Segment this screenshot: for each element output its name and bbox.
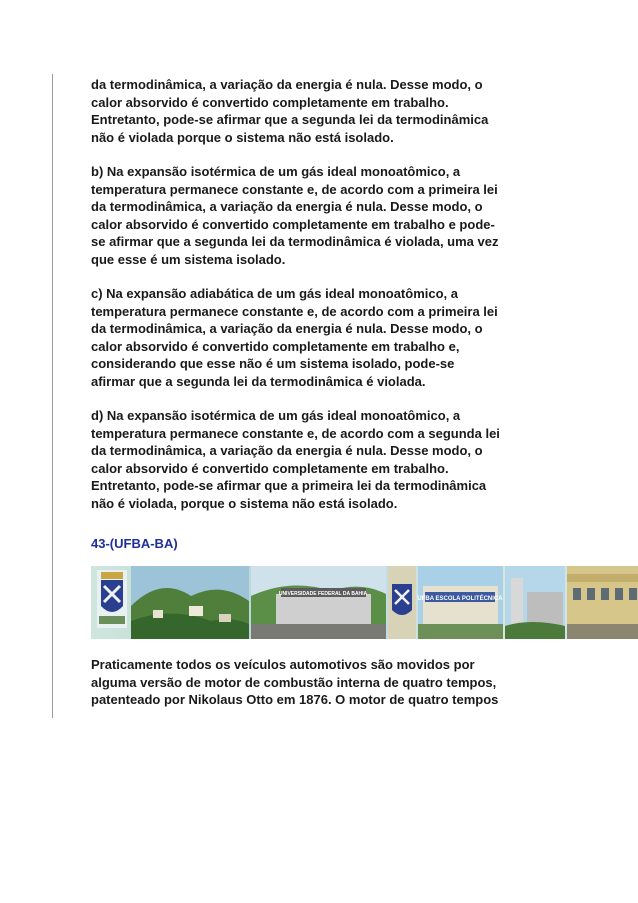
- university-sign-text: UNIVERSIDADE FEDERAL DA BAHIA: [278, 591, 368, 597]
- campus-hills-photo: [131, 566, 249, 639]
- yellow-building-photo: [567, 566, 638, 639]
- paragraph-option-b: b) Na expansão isotérmica de um gás ideal monoatômico, a temperatura permanece constante e, de acordo com a primeira lei da termodinâmica, a variação da energia é nula. Desse modo, o calor absorvido é convertido completamente em trabalho e pode- se afirmar que a segunda lei da termodinâmica é violada, uma vez que esse é um sistema isolado.: [91, 164, 499, 267]
- closing-paragraph: Praticamente todos os veículos automotivos são movidos por alguma versão de motor de combustão interna de quatro tempos, patenteado por Nikolaus Otto em 1876. O motor de quatro tempos: [91, 657, 499, 707]
- paragraph-option-c: c) Na expansão adiabática de um gás ideal monoatômico, a temperatura permanece constante e, de acordo com a primeira lei da termodinâmica, a variação da energia é nula. Desse modo, o calor absorvido é convertido completamente em trabalho e, considerando que esse não é um sistema isolado, pode-se afirmar que a segunda lei da termodinâmica é violada.: [91, 286, 498, 389]
- university-gate-photo: [251, 566, 386, 639]
- answer-options: [91, 76, 561, 529]
- building-sign-text: UFBA ESCOLA POLITÉCNICA: [417, 596, 503, 602]
- question-heading: 43-(UFBA-BA): [91, 536, 178, 551]
- building-emblem-photo: [388, 566, 416, 639]
- ufba-coat-of-arms: [97, 570, 127, 628]
- modern-building-photo: [505, 566, 565, 639]
- paragraph-option-d: d) Na expansão isotérmica de um gás ideal monoatômico, a temperatura permanece constante e, de acordo com a segunda lei da termodinâmica, a variação da energia é nula. Desse modo, o calor absorvido é convertido completamente em trabalho. Entretanto, pode-se afirmar que a primeira lei da termodinâmica não é violada, porque o sistema não está isolado.: [91, 408, 500, 511]
- page-margin-rule: [52, 74, 53, 718]
- ufba-photo-banner: [91, 566, 638, 639]
- paragraph-option-a-continuation: da termodinâmica, a variação da energia é nula. Desse modo, o calor absorvido é convertido completamente em trabalho. Entretanto, pode-se afirmar que a segunda lei da termodinâmica não é violada porque o sistema não está isolado.: [91, 77, 489, 145]
- polytechnic-school-photo: [417, 566, 503, 639]
- banner-collage: [91, 566, 638, 639]
